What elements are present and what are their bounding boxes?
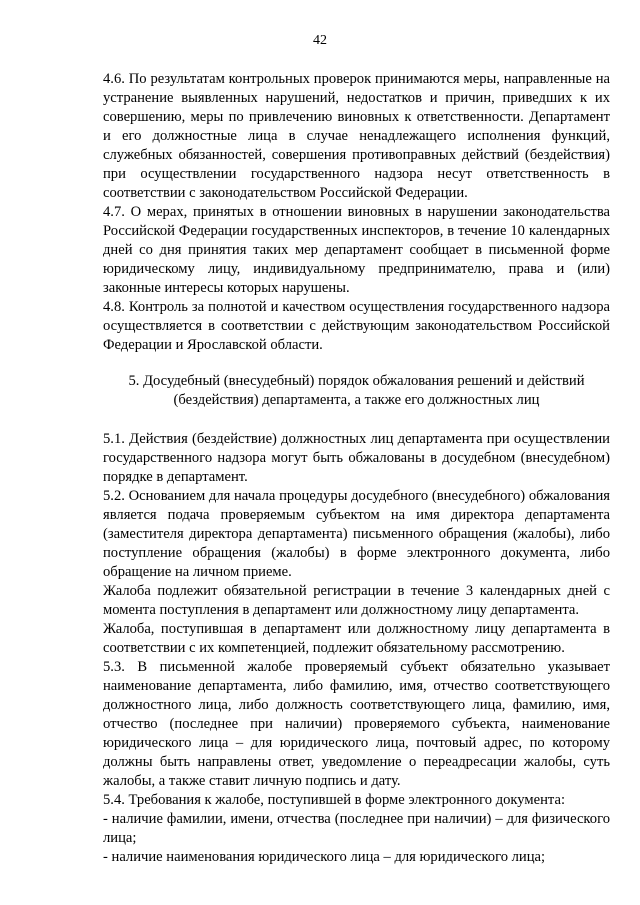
paragraph-5-1: 5.1. Действия (бездействие) должностных лиц департамента при осуществлении государственного надзора могут быть обжалованы в досудебном (внесудебном) порядке в департамент. — [103, 431, 610, 485]
section-5-heading: 5. Досудебный (внесудебный) порядок обжалования решений и действий (бездействия) департамента, а также его должностных лиц — [128, 373, 585, 408]
list-item-individual: - наличие фамилии, имени, отчества (последнее при наличии) – для физического лица; — [103, 811, 610, 846]
paragraph-registration: Жалоба подлежит обязательной регистрации в течение 3 календарных дней с момента поступления в департамент или должностному лицу департамента. — [103, 583, 610, 618]
list-item-legal-entity: - наличие наименования юридического лица – для юридического лица; — [103, 849, 546, 865]
paragraph-5-4: 5.4. Требования к жалобе, поступившей в форме электронного документа: — [103, 792, 566, 808]
paragraph-5-3: 5.3. В письменной жалобе проверяемый субъект обязательно указывает наименование департамента, либо фамилию, имя, отчество соответствующего должностного лица, либо должность соответствующего лица, фамилию, имя, отчество (последнее при наличии) проверяемого субъекта, наименование юридического лица – для юридического лица, почтовый адрес, по которому должны быть направлены ответ, уведомление о переадресации жалобы, суть жалобы, а также ставит личную подпись и дату. — [103, 659, 610, 789]
paragraph-4-8: 4.8. Контроль за полнотой и качеством осуществления государственного надзора осуществляется в соответствии с действующим законодательством Российской Федерации и Ярославской области. — [103, 299, 610, 353]
paragraph-consideration: Жалоба, поступившая в департамент или должностному лицу департамента в соответствии с их компетенцией, подлежит обязательному рассмотрению. — [103, 621, 610, 656]
paragraph-4-6: 4.6. По результатам контрольных проверок принимаются меры, направленные на устранение выявленных нарушений, недостатков и причин, приведших к их совершению, меры по привлечению виновных к ответственности. Департамент и его должностные лица в случае ненадлежащего исполнения функций, служебных обязанностей, совершения противоправных действий (бездействия) при осуществлении государственного надзора несут ответственность в соответствии с законодательством Российской Федерации. — [103, 71, 610, 201]
document-body — [103, 70, 610, 867]
page-number: 42 — [313, 33, 327, 48]
paragraph-5-2: 5.2. Основанием для начала процедуры досудебного (внесудебного) обжалования является подача проверяемым субъектом на имя директора департамента (заместителя директора департамента) письменного обращения (жалобы), либо поступление обращения (жалобы) в форме электронного документа, либо обращение на личном приеме. — [103, 488, 610, 580]
paragraph-4-7: 4.7. О мерах, принятых в отношении виновных в нарушении законодательства Российской Федерации государственных инспекторов, в течение 10 календарных дней со дня принятия таких мер департамент сообщает в письменной форме юридическому лицу, индивидуальному предпринимателю, права и (или) законные интересы которых нарушены. — [103, 204, 610, 296]
